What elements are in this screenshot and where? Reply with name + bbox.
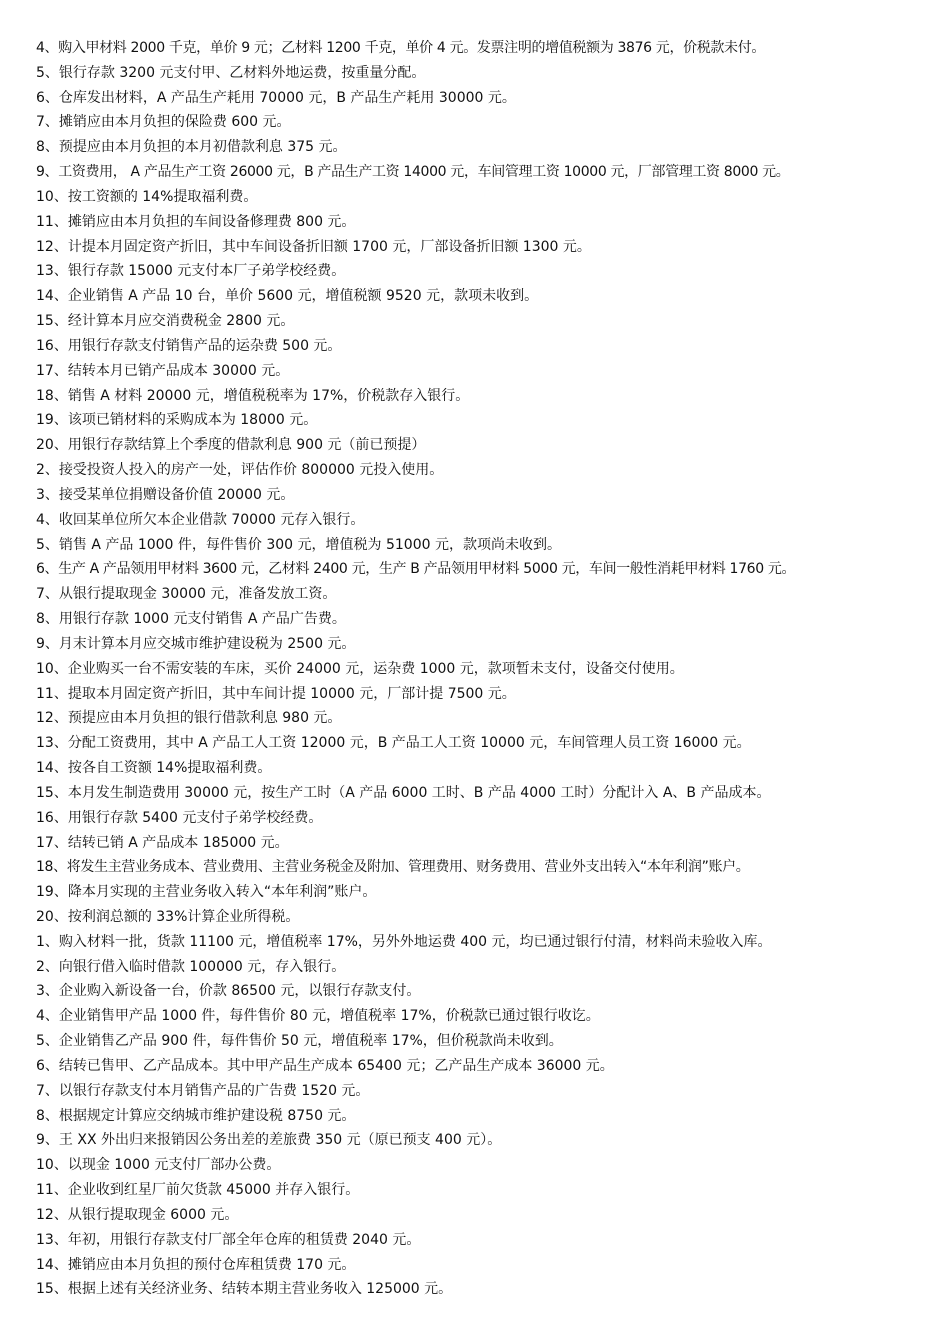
text-line: 10、以现金 1000 元支付厂部办公费。 (36, 1157, 281, 1174)
text-line: 8、用银行存款 1000 元支付销售 A 产品广告费。 (36, 611, 346, 628)
text-line: 6、生产 A 产品领用甲材料 3600 元，乙材料 2400 元，生产 B 产品领用甲材料 5000 元，车间一般性消耗甲材料 1760 元。 (36, 561, 796, 578)
text-line: 7、以银行存款支付本月销售产品的广告费 1520 元。 (36, 1082, 370, 1099)
text-line: 15、经计算本月应交消费税金 2800 元。 (36, 313, 295, 330)
text-line: 4、收回某单位所欠本企业借款 70000 元存入银行。 (36, 511, 365, 528)
text-line: 12、从银行提取现金 6000 元。 (36, 1206, 239, 1223)
text-line: 10、企业购买一台不需安装的车床，买价 24000 元，运杂费 1000 元，款项暂未支付，设备交付使用。 (36, 660, 684, 677)
text-line: 9、王 XX 外出归来报销因公务出差的差旅费 350 元（原已预支 400 元）。 (36, 1132, 502, 1149)
text-line: 1、购入材料一批，货款 11100 元，增值税率 17%，另外外地运费 400 元，均已通过银行付清，材料尚未验收入库。 (36, 933, 772, 950)
text-line: 18、销售 A 材料 20000 元，增值税税率为 17%，价税款存入银行。 (36, 387, 470, 404)
text-line: 11、企业收到红星厂前欠货款 45000 并存入银行。 (36, 1182, 360, 1199)
text-line: 13、年初，用银行存款支付厂部全年仓库的租赁费 2040 元。 (36, 1231, 421, 1248)
text-line: 17、结转本月已销产品成本 30000 元。 (36, 362, 290, 379)
text-line: 9、月末计算本月应交城市维护建设税为 2500 元。 (36, 635, 356, 652)
text-line: 15、本月发生制造费用 30000 元，按生产工时（A 产品 6000 工时、B 产品 4000 工时）分配计入 A、B 产品成本。 (36, 784, 771, 801)
text-line: 14、摊销应由本月负担的预付仓库租赁费 170 元。 (36, 1256, 356, 1273)
text-line: 5、销售 A 产品 1000 件，每件售价 300 元，增值税为 51000 元，款项尚未收到。 (36, 536, 561, 553)
text-line: 3、接受某单位捐赠设备价值 20000 元。 (36, 486, 295, 503)
text-line: 20、按利润总额的 33%计算企业所得税。 (36, 908, 300, 925)
text-line: 9、工资费用， A 产品生产工资 26000 元，B 产品生产工资 14000 元，车间管理工资 10000 元，厂部管理工资 8000 元。 (36, 164, 790, 181)
text-line: 4、购入甲材料 2000 千克，单价 9 元；乙材料 1200 千克，单价 4 元。发票注明的增值税额为 3876 元，价税款未付。 (36, 40, 766, 56)
text-line: 6、仓库发出材料，A 产品生产耗用 70000 元，B 产品生产耗用 30000 元。 (36, 89, 516, 106)
text-line: 8、根据规定计算应交纳城市维护建设税 8750 元。 (36, 1107, 356, 1124)
text-line: 2、向银行借入临时借款 100000 元，存入银行。 (36, 958, 346, 975)
text-line: 12、计提本月固定资产折旧，其中车间设备折旧额 1700 元，厂部设备折旧额 1300 元。 (36, 238, 591, 255)
text-line: 3、企业购入新设备一台，价款 86500 元，以银行存款支付。 (36, 983, 421, 1000)
text-line: 19、降本月实现的主营业务收入转入“本年利润”账户。 (36, 884, 377, 901)
text-line: 10、按工资额的 14%提取福利费。 (36, 188, 258, 205)
text-line: 4、企业销售甲产品 1000 件，每件售价 80 元，增值税率 17%，价税款已通过银行收讫。 (36, 1008, 600, 1025)
text-line: 2、接受投资人投入的房产一处，评估作价 800000 元投入使用。 (36, 462, 444, 479)
text-line: 16、用银行存款支付销售产品的运杂费 500 元。 (36, 337, 342, 354)
text-line: 11、提取本月固定资产折旧，其中车间计提 10000 元，厂部计提 7500 元。 (36, 685, 516, 702)
transaction-list (36, 36, 936, 1302)
text-line: 5、企业销售乙产品 900 件，每件售价 50 元，增值税率 17%，但价税款尚未收到。 (36, 1033, 563, 1050)
text-line: 15、根据上述有关经济业务、结转本期主营业务收入 125000 元。 (36, 1281, 453, 1298)
text-line: 7、摊销应由本月负担的保险费 600 元。 (36, 114, 291, 131)
text-line: 13、银行存款 15000 元支付本厂子弟学校经费。 (36, 263, 346, 280)
text-line: 8、预提应由本月负担的本月初借款利息 375 元。 (36, 139, 347, 156)
text-line: 20、用银行存款结算上个季度的借款利息 900 元（前已预提） (36, 437, 426, 454)
text-line: 7、从银行提取现金 30000 元，准备发放工资。 (36, 586, 337, 603)
text-line: 12、预提应由本月负担的银行借款利息 980 元。 (36, 710, 342, 727)
text-line: 13、分配工资费用，其中 A 产品工人工资 12000 元，B 产品工人工资 10000 元，车间管理人员工资 16000 元。 (36, 735, 751, 752)
text-line: 14、按各自工资额 14%提取福利费。 (36, 760, 272, 777)
text-line: 19、该项已销材料的采购成本为 18000 元。 (36, 412, 318, 429)
text-line: 18、将发生主营业务成本、营业费用、主营业务税金及附加、管理费用、财务费用、营业外支出转入“本年利润”账户。 (36, 859, 750, 876)
text-line: 14、企业销售 A 产品 10 台，单价 5600 元，增值税额 9520 元，款项未收到。 (36, 288, 539, 305)
text-line: 16、用银行存款 5400 元支付子弟学校经费。 (36, 809, 323, 826)
text-line: 11、摊销应由本月负担的车间设备修理费 800 元。 (36, 213, 356, 230)
text-line: 17、结转已销 A 产品成本 185000 元。 (36, 834, 289, 851)
text-line: 5、银行存款 3200 元支付甲、乙材料外地运费，按重量分配。 (36, 64, 426, 81)
text-line: 6、结转已售甲、乙产品成本。其中甲产品生产成本 65400 元；乙产品生产成本 36000 元。 (36, 1057, 614, 1074)
